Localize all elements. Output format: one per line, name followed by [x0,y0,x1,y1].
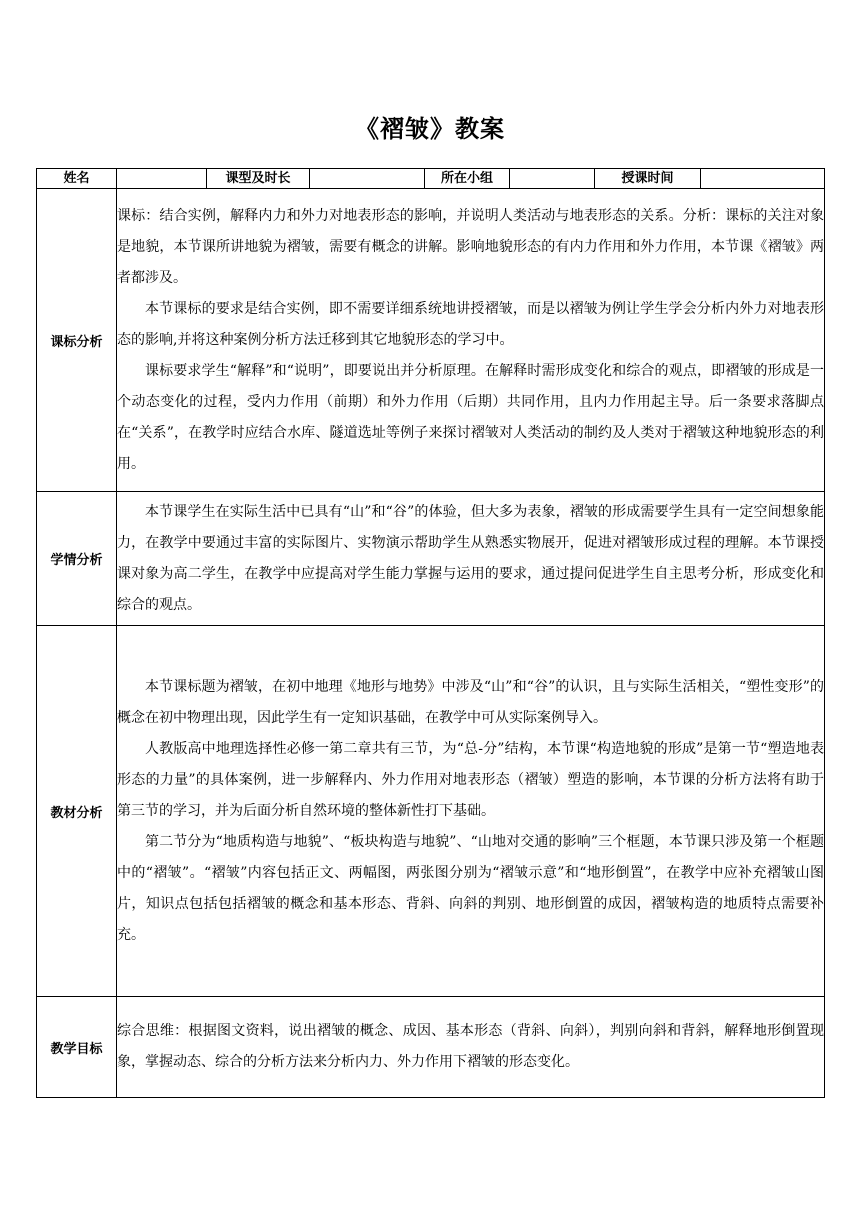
curriculum-content [117,189,825,492]
curriculum-paragraph-3: 课标要求学生“解释”和“说明”，即要说出并分析原理。在解释时需形成变化和综合的观点，即褶皱的形成是一个动态变化的过程，受内力作用（前期）和外力作用（后期）共同作用，且内力作用起主导。后一条要求落脚点在“关系”，在教学时应结合水库、隧道选址等例子来探讨褶皱对人类活动的制约及人类对于褶皱这种地貌形态的利用。 [117,362,824,472]
objectives-section [37,997,825,1098]
group-value [510,169,595,189]
textbook-paragraph-1: 本节课标题为褶皱，在初中地理《地形与地势》中涉及“山”和“谷”的认识，且与实际生活相关，“塑性变形”的概念在初中物理出现，因此学生有一定知识基础，在教学中可从实际案例导入。 [117,678,824,726]
objectives-content [117,997,825,1098]
learner-paragraph-1: 本节课学生在实际生活中已具有“山”和“谷”的体验，但大多为表象，褶皱的形成需要学生具有一定空间想象能力，在教学中要通过丰富的实际图片、实物演示帮助学生从熟悉实物展开，促进对褶皱形成过程的理解。本节课授课对象为高二学生，在教学中应提高对学生能力掌握与运用的要求，通过提问促进学生自主思考分析，形成变化和综合的观点。 [117,503,824,613]
lesson-plan-table [36,168,825,1098]
name-value [117,169,207,189]
page-title: 《褶皱》教案 [355,115,505,143]
course-type-value [310,169,425,189]
learner-section [37,492,825,626]
textbook-content [117,626,825,997]
course-type-label: 课型及时长 [207,169,310,189]
header-row [37,169,825,189]
learner-label: 学情分析 [37,492,117,626]
curriculum-label: 课标分析 [37,189,117,492]
learner-content [117,492,825,626]
curriculum-section [37,189,825,492]
group-label: 所在小组 [425,169,510,189]
curriculum-paragraph-2: 本节课标的要求是结合实例，即不需要详细系统地讲授褶皱，而是以褶皱为例让学生学会分析内外力对地表形态的影响,并将这种案例分析方法迁移到其它地貌形态的学习中。 [117,300,824,348]
objectives-label: 教学目标 [37,997,117,1098]
textbook-label: 教材分析 [37,626,117,997]
time-label: 授课时间 [595,169,701,189]
textbook-section [37,626,825,997]
objectives-paragraph-1: 综合思维：根据图文资料，说出褶皱的概念、成因、基本形态（背斜、向斜），判别向斜和背斜，解释地形倒置现象，掌握动态、综合的分析方法来分析内力、外力作用下褶皱的形态变化。 [117,1023,824,1070]
curriculum-paragraph-1: 课标：结合实例，解释内力和外力对地表形态的影响，并说明人类活动与地表形态的关系。分析：课标的关注对象是地貌，本节课所讲地貌为褶皱，需要有概念的讲解。影响地貌形态的有内力作用和外力作用，本节课《褶皱》两者都涉及。 [117,207,824,286]
name-label: 姓名 [37,169,117,189]
textbook-paragraph-2: 人教版高中地理选择性必修一第二章共有三节，为“总-分”结构，本节课“构造地貌的形成”是第一节“塑造地表形态的力量”的具体案例，进一步解释内、外力作用对地表形态（褶皱）塑造的影响，本节课的分析方法将有助于第三节的学习，并为后面分析自然环境的整体新性打下基础。 [117,740,824,819]
time-value [701,169,825,189]
textbook-paragraph-3: 第二节分为“地质构造与地貌”、“板块构造与地貌”、“山地对交通的影响”三个框题，本节课只涉及第一个框题中的“褶皱”。“褶皱”内容包括正文、两幅图，两张图分别为“褶皱示意”和“地形倒置”，在教学中应补充褶皱山图片，知识点包括包括褶皱的概念和基本形态、背斜、向斜的判别、地形倒置的成因，褶皱构造的地质特点需要补充。 [117,833,824,943]
